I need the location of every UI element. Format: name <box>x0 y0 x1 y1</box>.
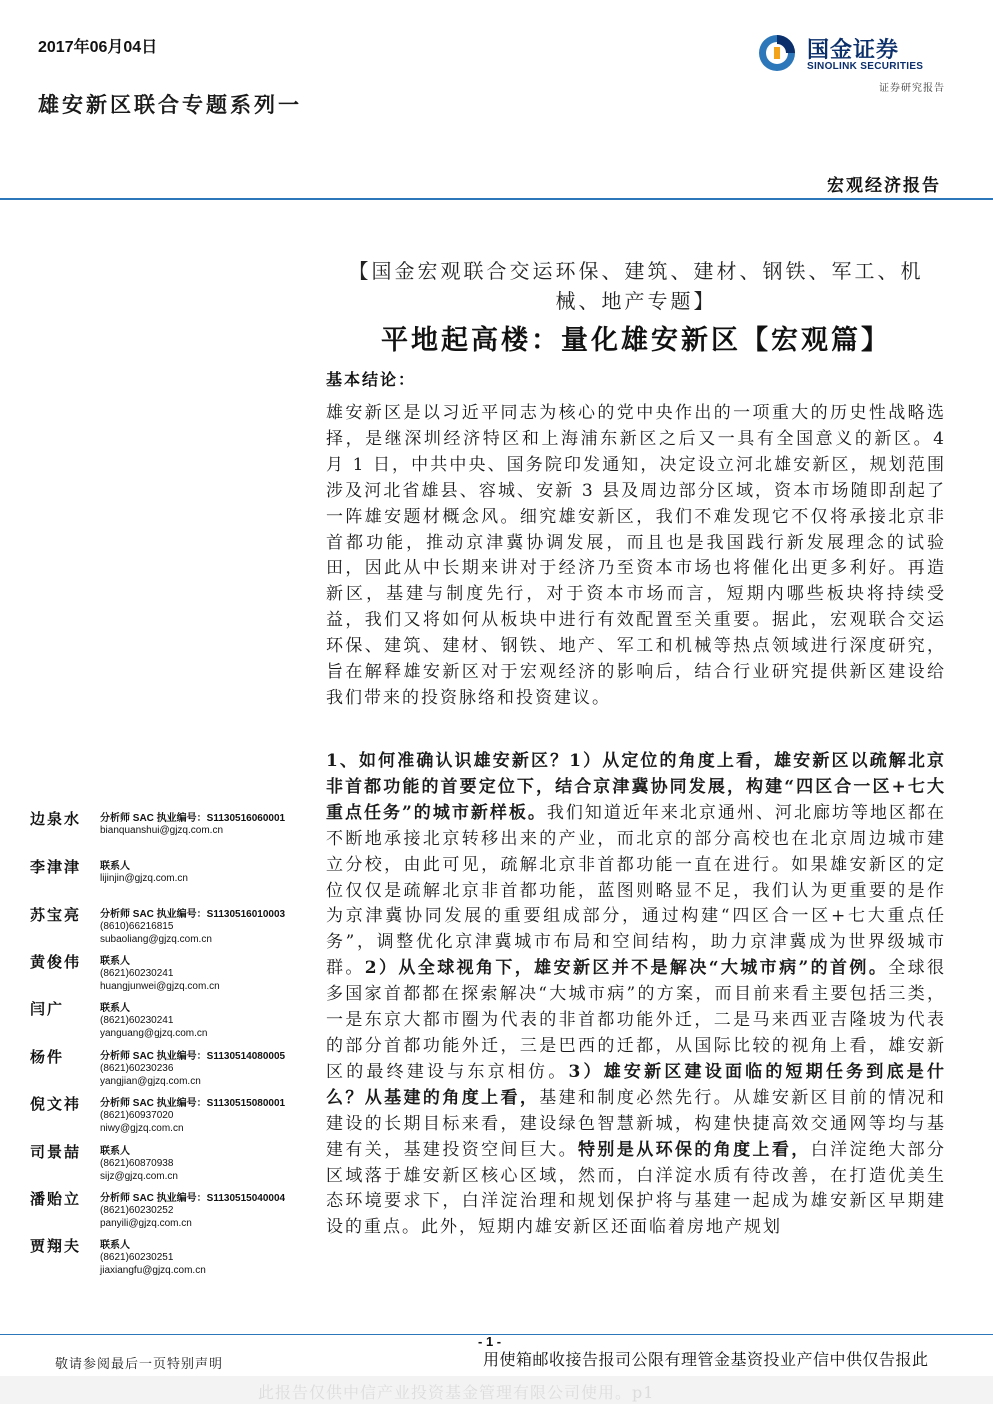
analyst-credential: 联系人 <box>100 1240 130 1251</box>
analyst-name: 李津津 <box>30 858 82 876</box>
analyst-email[interactable]: yangjian@gjzq.com.cn <box>100 1075 201 1087</box>
logo-name-en: SINOLINK SECURITIES <box>807 61 924 72</box>
analyst-credential: 分析师 SAC 执业编号：S1130515040004 <box>100 1193 286 1204</box>
para-segment: 白洋淀绝大部分区域落于雄安新区核心区域，然而，白洋淀水质有待改善，在打造优美生态环境要求下，白洋淀治理和规划保护将与基建一起成为雄安新区早期建设的重点。此外，短期内雄安新区还面临着房地产规划 <box>326 1139 947 1238</box>
analyst-info <box>100 861 188 886</box>
disclaimer-note: 敬请参阅最后一页特别声明 <box>55 1357 224 1372</box>
analyst-phone: (8610)66216815 <box>100 921 174 933</box>
analyst-credential: 分析师 SAC 执业编号：S1130514080005 <box>100 1051 286 1062</box>
para-segment: 特别是从环保的角度上看， <box>578 1139 811 1160</box>
analyst-info <box>100 956 220 993</box>
analyst-email[interactable]: subaoliang@gjzq.com.cn <box>100 933 212 945</box>
analyst-credential: 分析师 SAC 执业编号：S1130515080001 <box>100 1098 286 1109</box>
analyst-phone: (8621)60230241 <box>100 1015 174 1027</box>
analyst-credential: 联系人 <box>100 956 130 967</box>
analyst-info <box>100 1098 285 1135</box>
para-segment: 全球很多国家首都都在探索解决“大城市病”的方案，而目前来看主要包括三类，一是东京大都市圈为代表的非首都功能外迁，二是马来西亚吉隆坡为代表的部分首都功能外迁，三是巴西的迁都，从国际比较的视角上看，雄安新区的最终建设与东京相仿。 <box>326 958 947 1082</box>
para-segment: 1、如何准确认识雄安新区？1）从定位的角度上看，雄安新区以疏解北京非首都功能的首要定位下，结合京津冀协同发展，构建“四区合一区+七大重点任务”的城市新样板。 <box>326 751 946 823</box>
logo-name-cn: 国金证券 <box>807 37 900 62</box>
analyst-email[interactable]: lijinjin@gjzq.com.cn <box>100 873 188 885</box>
analyst-credential: 联系人 <box>100 1003 130 1014</box>
watermark-text: 此报告仅供中信产业投资基金管理有限公司使用。p1 <box>258 1383 655 1402</box>
analyst-phone: (8621)60230236 <box>100 1063 174 1075</box>
analyst-info <box>100 909 285 946</box>
analyst-name: 司景喆 <box>30 1143 82 1161</box>
page-number: - 1 - <box>478 1334 502 1349</box>
analyst-email[interactable]: jiaxiangfu@gjzq.com.cn <box>100 1264 206 1276</box>
analyst-name: 闫广 <box>30 1000 65 1018</box>
analyst-phone: (8621)60230251 <box>100 1252 174 1264</box>
analyst-email[interactable]: niwy@gjzq.com.cn <box>100 1122 184 1134</box>
analyst-credential: 联系人 <box>100 1146 130 1157</box>
analyst-email[interactable]: bianquanshui@gjzq.com.cn <box>100 825 224 837</box>
report-date: 2017年06月04日 <box>38 39 158 56</box>
analyst-credential: 联系人 <box>100 861 130 872</box>
analyst-info <box>100 1193 285 1230</box>
analyst-phone: (8621)60937020 <box>100 1110 174 1122</box>
analyst-email[interactable]: huangjunwei@gjzq.com.cn <box>100 980 220 992</box>
report-type: 宏观经济报告 <box>827 176 941 196</box>
analyst-name: 黄俊伟 <box>30 953 82 971</box>
header-divider <box>0 198 993 200</box>
analyst-phone: (8621)60230241 <box>100 968 174 980</box>
summary-paragraph: 雄安新区是以习近平同志为核心的党中央作出的一项重大的历史性战略选择，是继深圳经济特区和上海浦东新区之后又一具有全国意义的新区。4 月 1 日，中共中央、国务院印发通知，决定设立河北雄安新区，规划范围涉及河北省雄县、容城、安新 3 县及周边部分区域，资本市场随即刮起了一阵雄安题材概念风。细究雄安新区，我们不难发现它不仅将承接北京非首都功能，推动京津冀协调发展，而且也是我国践行新发展理念的试验田，因此从中长期来讲对于经济乃至资本市场也将催化出更多利好。再造新区，基建与制度先行，对于资本市场而言，短期内哪些板块将持续受益，我们又将如何从板块中进行有效配置至关重要。据此，宏观联合交运环保、建筑、建材、钢铁、地产、军工和机械等热点领域进行深度研究，旨在解释雄安新区对于宏观经济的影响后，结合行业研究提供新区建设给我们带来的投资脉络和投资建议。 <box>326 403 946 708</box>
analyst-info <box>100 1003 207 1040</box>
analyst-name: 边泉水 <box>30 810 82 828</box>
analyst-name: 杨件 <box>30 1048 65 1066</box>
company-logo <box>757 31 947 93</box>
para-segment: 基建和制度必然先行。从雄安新区目前的情况和建设的长期目标来看，建设绿色智慧新城，构建快捷高效交通网等均与基建有关，基建投资空间巨大。 <box>326 1087 947 1160</box>
analyst-email[interactable]: sijz@gjzq.com.cn <box>100 1170 178 1182</box>
analyst-email[interactable]: panyili@gjzq.com.cn <box>100 1217 192 1229</box>
analyst-phone: (8621)60230252 <box>100 1205 174 1217</box>
report-subtitle: 【国金宏观联合交运环保、建筑、建材、钢铁、军工、机械、地产专题】 <box>348 259 924 313</box>
analyst-credential: 分析师 SAC 执业编号：S1130516060001 <box>100 813 286 824</box>
analyst-name: 贾翔夫 <box>30 1237 82 1255</box>
analyst-info <box>100 1051 285 1088</box>
analyst-credential: 分析师 SAC 执业编号：S1130516010003 <box>100 909 286 920</box>
analyst-info <box>100 1240 206 1277</box>
para-segment: 3）雄安新区建设面临的短期任务到底是什么？从基建的角度上看， <box>326 1061 946 1108</box>
summary-heading: 基本结论： <box>326 370 417 389</box>
analyst-email[interactable]: yanguang@gjzq.com.cn <box>100 1027 208 1039</box>
analyst-phone: (8621)60870938 <box>100 1158 174 1170</box>
sinolink-logo-icon <box>757 33 797 73</box>
analyst-info <box>100 813 285 838</box>
analyst-info <box>100 1146 178 1183</box>
logo-subtitle: 证券研究报告 <box>879 83 945 94</box>
analyst-name: 苏宝亮 <box>30 906 82 924</box>
para-segment: 我们知道近年来北京通州、河北廊坊等地区都在不断地承接北京转移出来的产业，而北京的部分高校也在北京周边城市建立分校，由此可见，疏解北京非首都功能一直在进行。如果雄安新区的定位仅仅是疏解北京非首都功能，蓝图则略显不足，我们认为更重要的是作为京津冀协同发展的重要组成部分，通过构建“四区合一区+七大重点任务”，调整优化京津冀城市布局和空间结构，助力京津冀成为世界级城市群。 <box>326 802 947 979</box>
analyst-name: 潘贻立 <box>30 1190 82 1208</box>
analyst-name: 倪文祎 <box>30 1095 82 1113</box>
section-1-paragraph <box>326 749 946 1241</box>
report-main-title: 平地起高楼：量化雄安新区【宏观篇】 <box>381 325 891 356</box>
para-segment: 2）从全球视角下，雄安新区并不是解决“大城市病”的首例。 <box>364 958 889 979</box>
usage-note: 用使箱邮收接告报司公限有理管金基资投业产信中供仅告报此 <box>483 1350 929 1369</box>
series-title: 雄安新区联合专题系列一 <box>38 92 302 117</box>
